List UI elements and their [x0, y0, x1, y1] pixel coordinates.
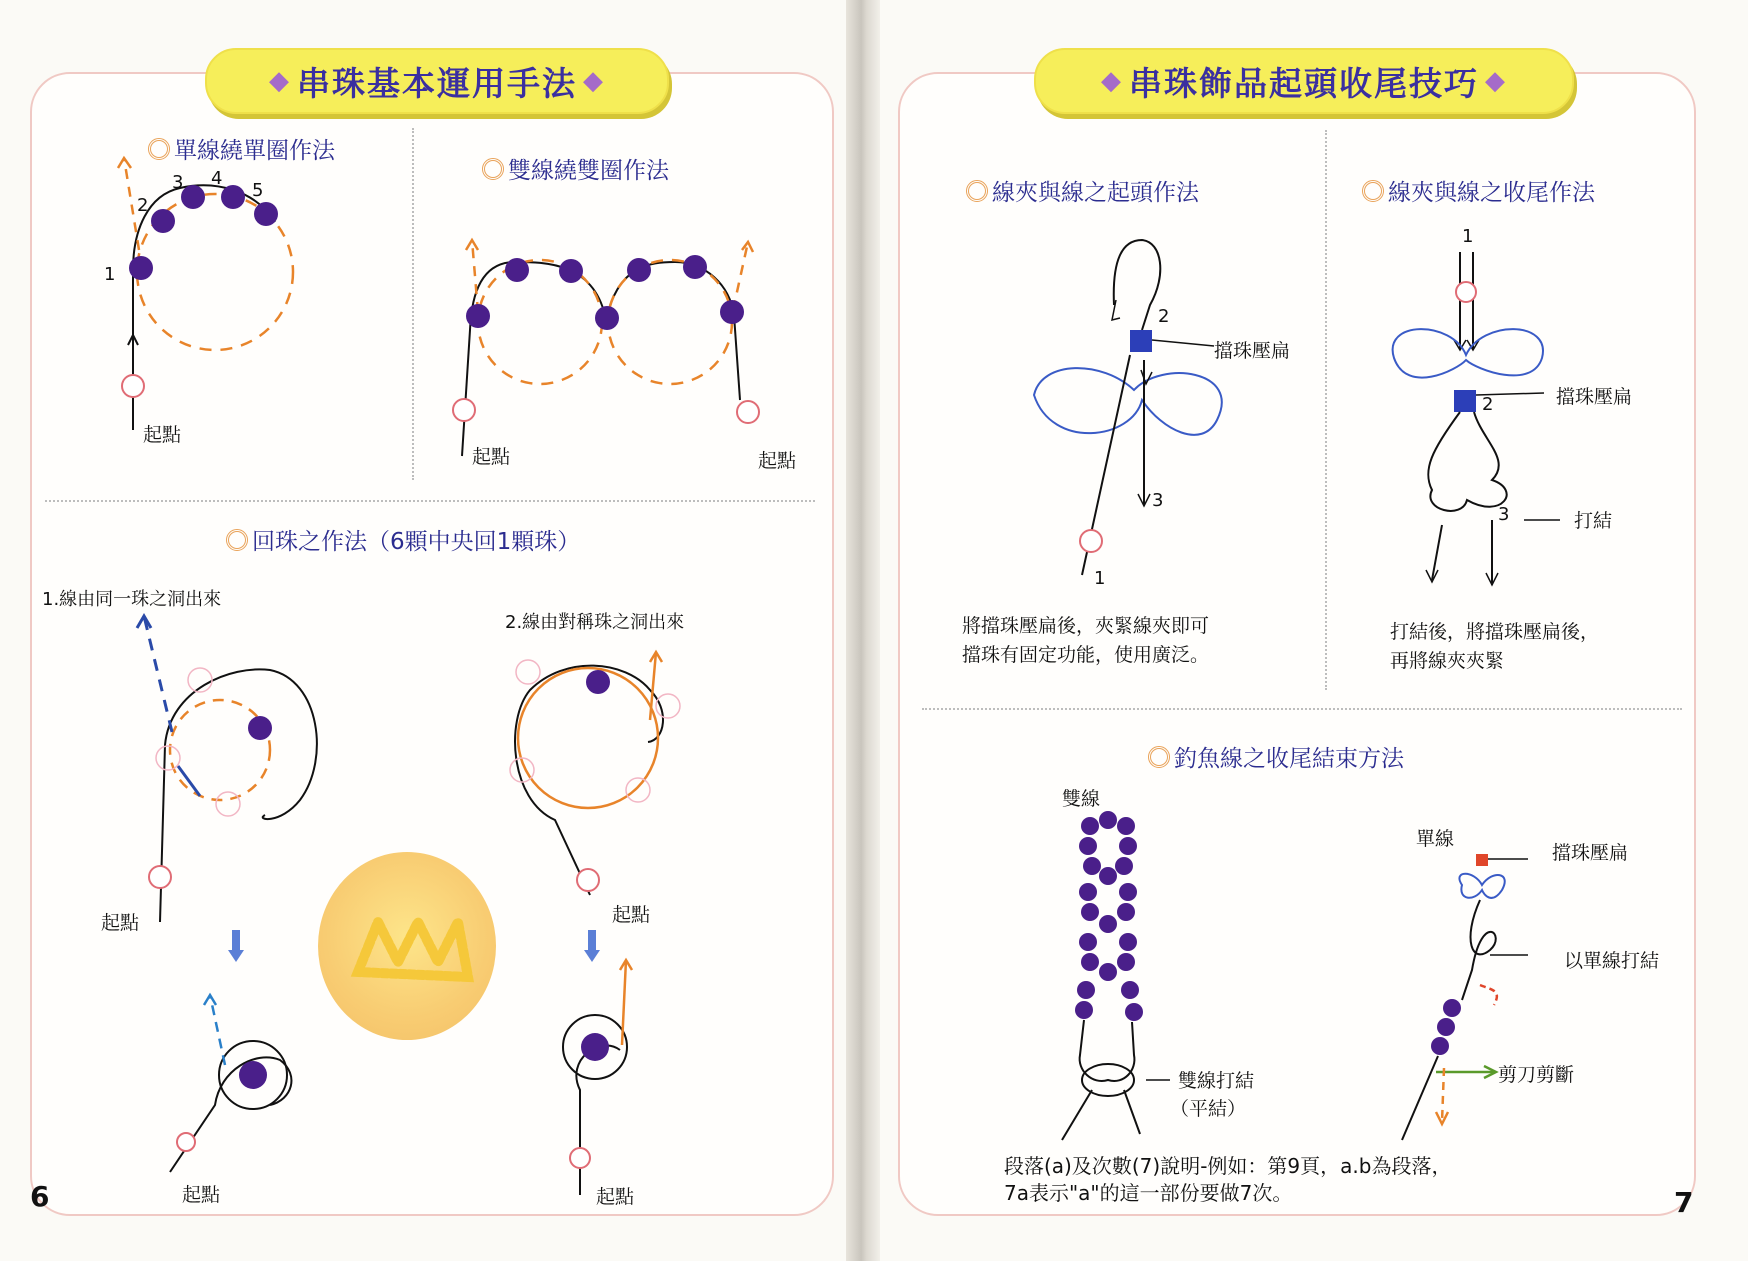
diamond-icon: ◆: [583, 66, 605, 96]
crimp-start-desc-line1: 將擋珠壓扁後，夾緊線夾即可: [962, 615, 1210, 637]
step-number: 1: [1462, 226, 1474, 247]
flat-knot-label: （平結）: [1170, 1098, 1247, 1120]
bead-number: 3: [172, 172, 184, 193]
bead-number: 2: [137, 195, 149, 216]
single-knot-label: 以單線打結: [1564, 950, 1660, 972]
diamond-icon: ◆: [1485, 66, 1507, 96]
step-number: 3: [1498, 504, 1510, 525]
footer-note-line1: 段落(a)及次數(7)說明-例如：第9頁，a.b為段落，: [1004, 1154, 1452, 1178]
start-point-label: 起點: [758, 450, 797, 472]
single-line-end-diagram: [862, 0, 1748, 1261]
section-return-bead-title: 回珠之作法（6顆中央回1顆珠）: [226, 523, 580, 556]
book-gutter: [846, 0, 880, 1261]
step-number: 2: [1158, 306, 1170, 327]
crimp-bead-label: 擋珠壓扁: [1556, 386, 1633, 408]
bead-number: 4: [211, 168, 223, 189]
start-point-label: 起點: [143, 424, 182, 446]
crimp-bead-label: 擋珠壓扁: [1214, 340, 1291, 362]
section-crimp-end-title: 線夾與線之收尾作法: [1362, 174, 1595, 207]
start-point-label: 起點: [182, 1184, 221, 1206]
diamond-icon: ◆: [1101, 66, 1123, 96]
step-number: 1: [1094, 568, 1106, 589]
start-point-label: 起點: [101, 912, 140, 934]
diamond-icon: ◆: [269, 66, 291, 96]
crimp-bead-label: 擋珠壓扁: [1552, 842, 1629, 864]
start-point-label: 起點: [612, 904, 651, 926]
knot-label: 打結: [1574, 510, 1613, 532]
single-line-label: 單線: [1416, 828, 1455, 850]
footer-note-line2: 7a表示"a"的這一部份要做7次。: [1004, 1181, 1293, 1205]
beaded-ornament-illustration: [318, 852, 496, 1040]
double-knot-label: 雙線打結: [1178, 1070, 1255, 1092]
crimp-start-desc-line2: 擋珠有固定功能，使用廣泛。: [962, 644, 1210, 666]
left-page-title: 串珠基本運用手法: [297, 63, 577, 103]
cut-label: 剪刀剪斷: [1498, 1064, 1575, 1086]
section-crimp-start-title: 線夾與線之起頭作法: [966, 174, 1199, 207]
beaded-ornament-photo: [318, 852, 496, 1040]
section-double-loop-title: 雙線繞雙圈作法: [482, 152, 669, 185]
step-number: 3: [1152, 490, 1164, 511]
crimp-end-desc-line2: 再將線夾夾緊: [1390, 650, 1505, 672]
double-line-label: 雙線: [1062, 788, 1101, 810]
return-bead-diagrams: [0, 0, 862, 1261]
start-point-label: 起點: [596, 1186, 635, 1208]
start-point-label: 起點: [472, 446, 511, 468]
left-page: [0, 0, 862, 1261]
section-fishing-line-title: 釣魚線之收尾結束方法: [1148, 740, 1404, 773]
crimp-end-desc-line1: 打結後，將擋珠壓扁後，: [1390, 621, 1600, 643]
step-2-label: 2.線由對稱珠之洞出來: [505, 612, 685, 633]
section-single-loop-title: 單線繞單圈作法: [148, 132, 335, 165]
step-1-label: 1.線由同一珠之洞出來: [42, 589, 222, 610]
bead-number: 1: [104, 264, 116, 285]
right-page: [862, 0, 1748, 1261]
right-page-title: 串珠飾品起頭收尾技巧: [1129, 63, 1479, 103]
page-number: 6: [30, 1180, 50, 1213]
page-number: 7: [1674, 1186, 1694, 1219]
step-number: 2: [1482, 394, 1494, 415]
bead-number: 5: [252, 180, 264, 201]
